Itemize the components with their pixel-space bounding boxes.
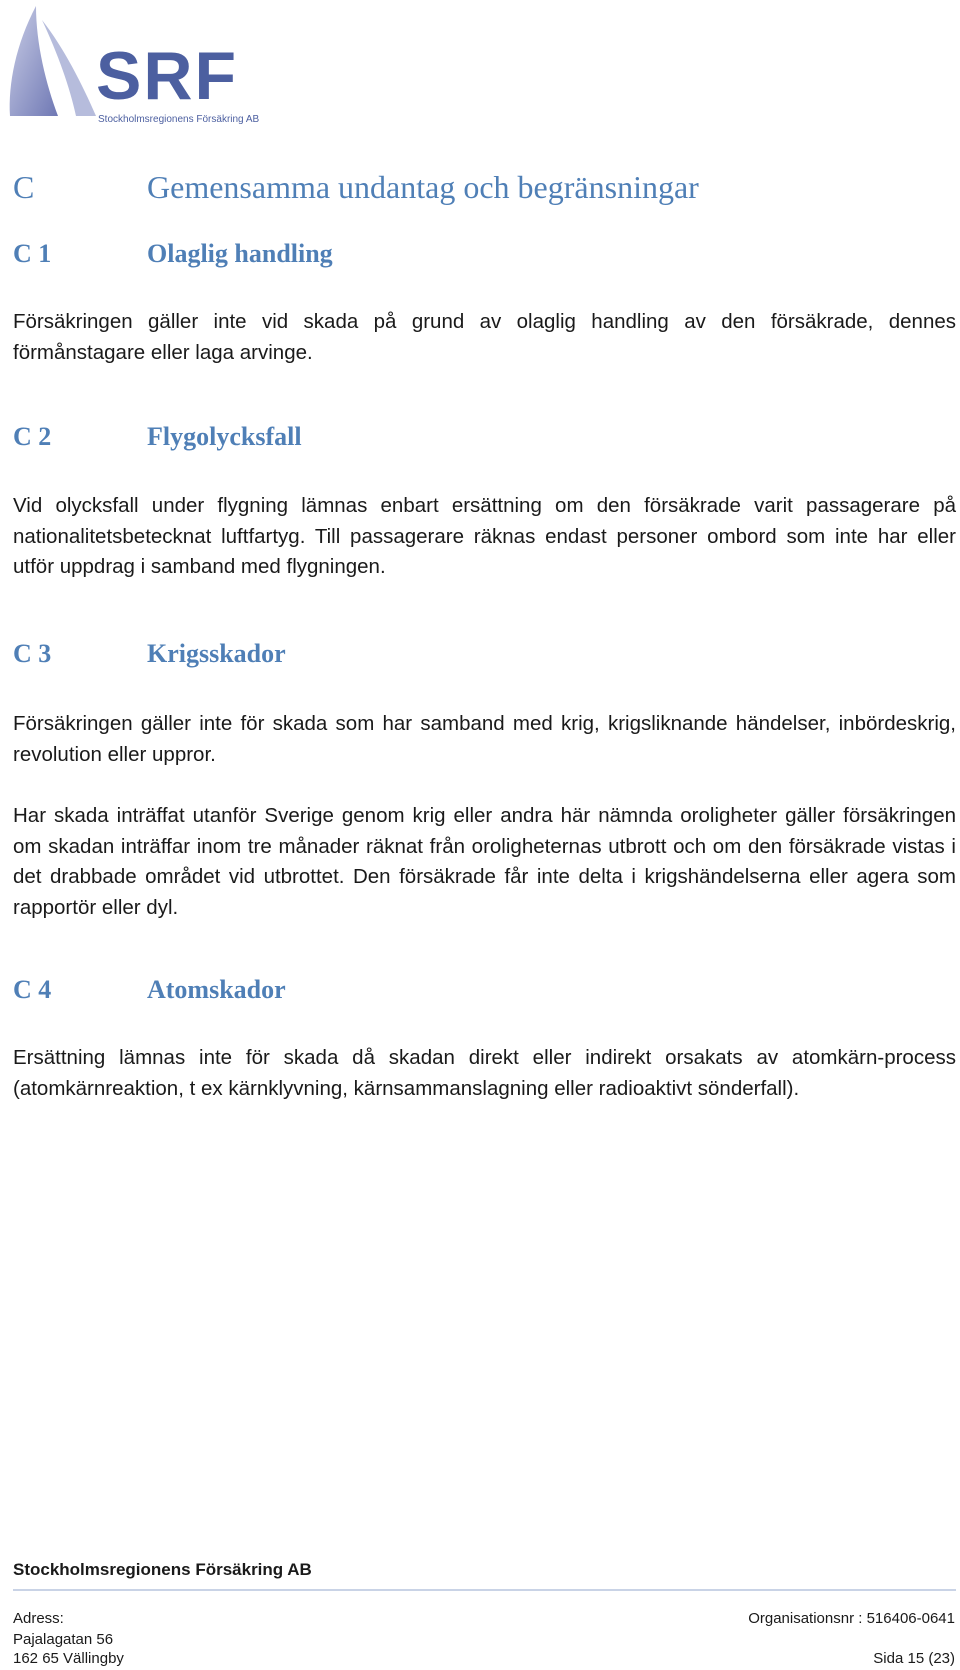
paragraph: Försäkringen gäller inte vid skada på grund av olaglig handling av den försäkrade, dennes förmånstagare eller laga arvinge. [13,310,956,364]
subsection-number: C 2 [13,422,52,451]
subsection-number: C 4 [13,975,52,1004]
srf-logo [6,4,266,130]
footer-postal: 162 65 Vällingby [13,1650,124,1667]
subsection-title: Krigsskador [147,639,286,668]
logo-wordmark: SRF [96,38,238,114]
footer-company: Stockholmsregionens Försäkring AB [13,1560,312,1579]
subsection-title: Flygolycksfall [147,422,302,451]
logo-subtitle: Stockholmsregionens Försäkring AB [98,114,260,125]
section-title: Gemensamma undantag och begränsningar [147,169,699,205]
footer-page-number: Sida 15 (23) [873,1650,955,1667]
footer-org-number: Organisationsnr : 516406-0641 [748,1610,955,1627]
subsection-title: Atomskador [147,975,286,1004]
subsection-number: C 3 [13,639,52,668]
paragraph: Har skada inträffat utanför Sverige genom krig eller andra här nämnda oroligheter gäller försäkringen om skadan inträffar inom tre månader räknat från oroligheternas utbrott och om den försäkrade vistas i det drabbade området vid utbrottet. Den försäkrade får inte delta i krigshändelserna eller agera som rapportör eller dyl. [13,804,956,919]
subsection-number: C 1 [13,239,52,268]
footer-street: Pajalagatan 56 [13,1631,114,1648]
paragraph: Försäkringen gäller inte för skada som har samband med krig, krigsliknande händelser, inbördeskrig, revolution eller uppror. [13,712,956,766]
subsection-title: Olaglig handling [147,239,333,268]
footer-address-label: Adress: [13,1610,64,1627]
paragraph: Ersättning lämnas inte för skada då skadan direkt eller indirekt orsakats av atomkärn-process (atomkärnreaktion, t ex kärnklyvning, kärnsammanslagning eller radioaktivt sönderfall). [13,1046,956,1100]
paragraph: Vid olycksfall under flygning lämnas enbart ersättning om den försäkrade varit passagerare på nationalitetsbetecknat luftfartyg. Till passagerare räknas endast personer ombord som inte har eller utför uppdrag i samband med flygningen. [13,494,956,578]
section-number: C [13,169,35,205]
footer-divider [13,1589,956,1591]
